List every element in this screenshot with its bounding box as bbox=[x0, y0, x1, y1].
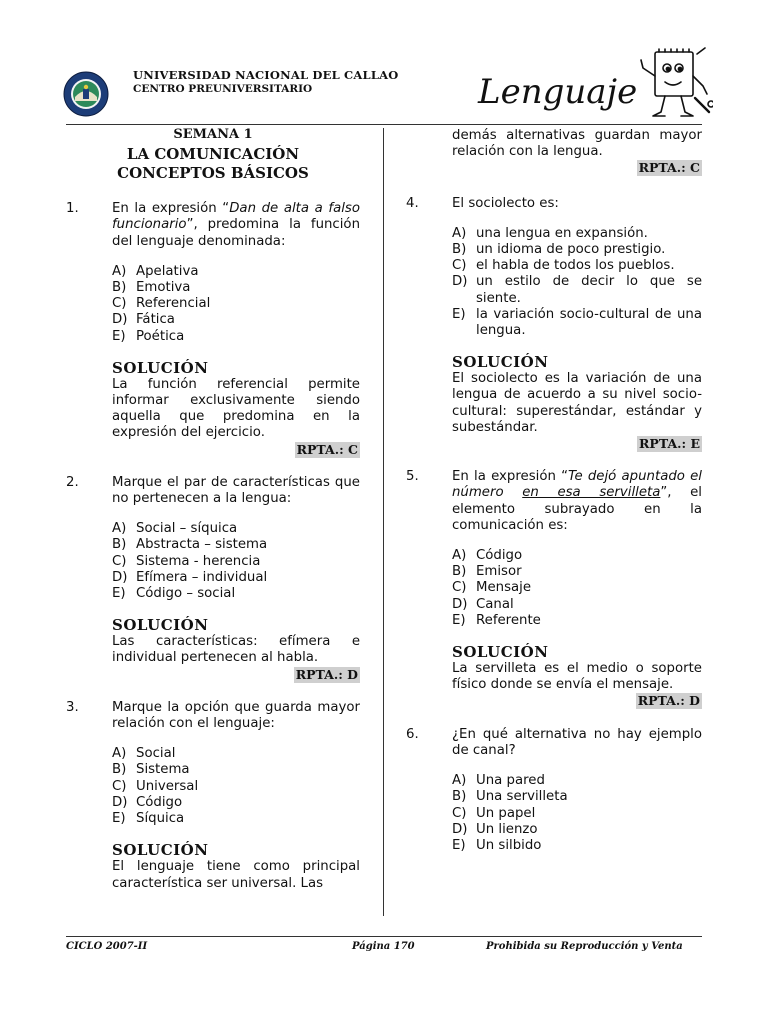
university-name: UNIVERSIDAD NACIONAL DEL CALLAO bbox=[133, 68, 399, 82]
question-4 bbox=[406, 196, 702, 212]
answer-badge: RPTA.: C bbox=[296, 441, 358, 457]
footer-notice: Prohibida su Reproducción y Venta bbox=[486, 941, 683, 952]
option-item: E) la variación socio-cultural de una lengua. bbox=[452, 306, 702, 339]
solution-text: El lenguaje tiene como principal característica ser universal. Las bbox=[112, 859, 360, 891]
option-item: A) una lengua en expansión. bbox=[452, 225, 648, 241]
answer-badge: RPTA.: E bbox=[639, 436, 700, 452]
option-item: B) Emotiva bbox=[112, 280, 191, 296]
solution-text: El sociolecto es la variación de una lengua de acuerdo a su nivel socio-cultural: superestándar, estándar y subestándar. bbox=[452, 371, 702, 435]
question-stem: Marque la opción que guarda mayor relación con el lenguaje: bbox=[112, 699, 360, 732]
option-item: C) Referencial bbox=[112, 296, 211, 312]
option-item: E) Síquica bbox=[112, 811, 185, 827]
answer-badge: RPTA.: D bbox=[637, 693, 700, 709]
solution-text: La función referencial permite informar exclusivamente siendo aquella que predomina en la expresión del ejercicio. bbox=[112, 376, 360, 441]
options-list bbox=[66, 746, 360, 827]
notebook-mascot-illustration bbox=[637, 46, 713, 122]
options-list bbox=[406, 226, 702, 339]
header-rule bbox=[66, 124, 702, 125]
option-item: B) Emisor bbox=[452, 564, 522, 580]
answer-badge: RPTA.: D bbox=[295, 666, 358, 682]
solution-heading: SOLUCIÓN bbox=[112, 358, 209, 377]
option-item: A) Una pared bbox=[452, 773, 545, 789]
page-title-line-2: CONCEPTOS BÁSICOS bbox=[117, 164, 309, 183]
question-1 bbox=[66, 201, 360, 250]
question-stem: En la expresión “Dan de alta a falso funcionario”, predomina la función del lenguaje denominada: bbox=[112, 201, 360, 249]
question-6 bbox=[406, 727, 702, 759]
option-item: A) Social – síquica bbox=[112, 521, 238, 537]
option-item: A) Apelativa bbox=[112, 263, 199, 279]
option-item: C) Universal bbox=[112, 778, 199, 794]
option-item: B) Una servilleta bbox=[452, 789, 568, 805]
question-number: 2. bbox=[66, 474, 79, 490]
subject-title: Lenguaje bbox=[478, 72, 638, 112]
column-divider bbox=[383, 128, 384, 916]
page-title-line-1: LA COMUNICACIÓN bbox=[126, 145, 300, 164]
option-item: B) Sistema bbox=[112, 762, 190, 778]
question-stem: En la expresión “Te dejó apuntado el número en esa servilleta”, el elemento subrayado en la comunicación es: bbox=[452, 469, 702, 533]
option-item: C) Mensaje bbox=[452, 580, 532, 596]
option-item: E) Un silbido bbox=[452, 837, 542, 853]
week-label: SEMANA 1 bbox=[173, 127, 253, 142]
option-item: C) el habla de todos los pueblos. bbox=[452, 258, 675, 274]
option-item: D) Fática bbox=[112, 312, 175, 328]
option-item: E) Referente bbox=[452, 612, 541, 628]
options-list bbox=[406, 548, 702, 629]
solution-text: Las características: efímera e individual pertenecen al habla. bbox=[112, 634, 360, 666]
option-item: D) Efímera – individual bbox=[112, 569, 268, 585]
solution-heading: SOLUCIÓN bbox=[452, 643, 549, 662]
university-seal bbox=[63, 71, 109, 117]
question-number: 6. bbox=[406, 726, 419, 742]
center-name: CENTRO PREUNIVERSITARIO bbox=[133, 83, 313, 95]
option-item: B) Abstracta – sistema bbox=[112, 537, 268, 553]
question-3 bbox=[66, 700, 360, 732]
question-5 bbox=[406, 469, 702, 534]
option-item: A) Código bbox=[452, 548, 523, 564]
left-column bbox=[66, 127, 360, 892]
options-list bbox=[66, 521, 360, 602]
option-item: D) un estilo de decir lo que se siente. bbox=[452, 274, 702, 306]
solution-heading: SOLUCIÓN bbox=[112, 841, 209, 860]
footer-cycle: CICLO 2007-II bbox=[66, 941, 148, 952]
option-item: D) Código bbox=[112, 794, 183, 810]
question-stem: ¿En qué alternativa no hay ejemplo de canal? bbox=[452, 726, 702, 758]
right-column bbox=[406, 128, 702, 854]
options-list bbox=[406, 773, 702, 854]
option-item: E) Poética bbox=[112, 328, 185, 344]
answer-badge: RPTA.: C bbox=[638, 160, 700, 176]
footer-page-number: Página 170 bbox=[352, 941, 415, 952]
options-list bbox=[66, 264, 360, 345]
footer-rule bbox=[66, 936, 702, 937]
question-number: 3. bbox=[66, 699, 79, 715]
option-item: D) Canal bbox=[452, 596, 514, 612]
option-item: C) Un papel bbox=[452, 805, 536, 821]
question-stem: Marque el par de características que no pertenecen a la lengua: bbox=[112, 474, 360, 507]
option-item: C) Sistema - herencia bbox=[112, 553, 261, 569]
question-number: 1. bbox=[66, 201, 79, 217]
question-stem: El sociolecto es: bbox=[452, 195, 559, 211]
solution-text-continued: demás alternativas guardan mayor relación con la lengua. bbox=[452, 128, 702, 160]
underlined-phrase: en esa servilleta bbox=[522, 485, 661, 501]
solution-heading: SOLUCIÓN bbox=[452, 353, 549, 372]
solution-heading: SOLUCIÓN bbox=[112, 616, 209, 635]
question-number: 4. bbox=[406, 195, 419, 211]
option-item: E) Código – social bbox=[112, 586, 236, 602]
option-item: D) Un lienzo bbox=[452, 821, 538, 837]
solution-text: La servilleta es el medio o soporte físico donde se envía el mensaje. bbox=[452, 661, 702, 693]
option-item: A) Social bbox=[112, 746, 176, 762]
question-number: 5. bbox=[406, 469, 419, 485]
question-2 bbox=[66, 475, 360, 507]
option-item: B) un idioma de poco prestigio. bbox=[452, 242, 666, 258]
